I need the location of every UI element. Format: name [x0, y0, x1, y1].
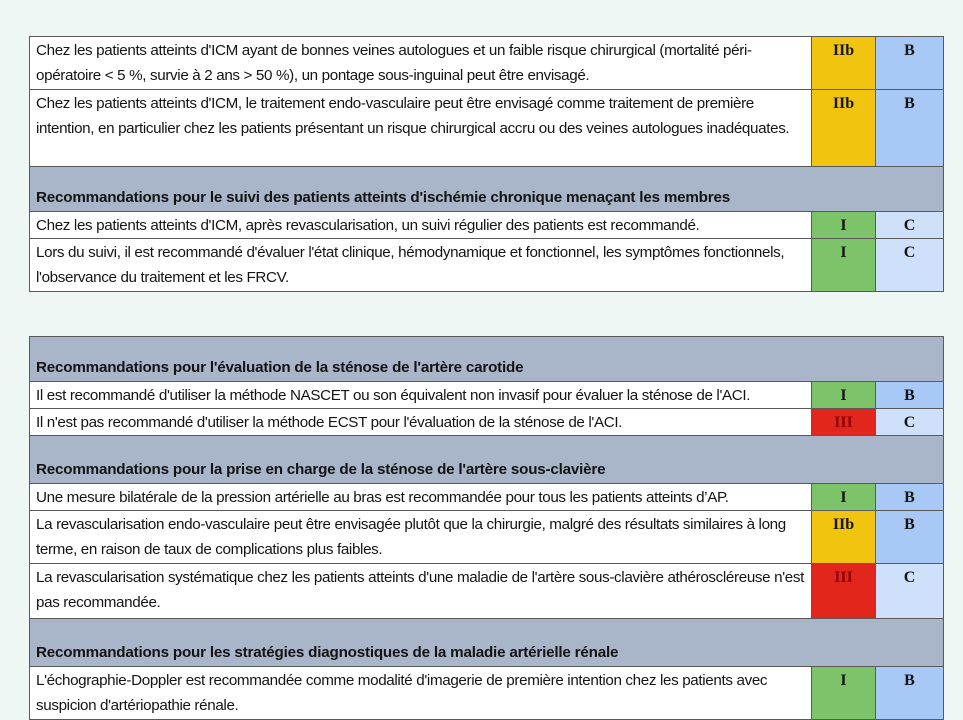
- recommendation-text: Chez les patients atteints d'ICM ayant de bonnes veines autologues et un faible risque chirurgical (mortalité péri-opératoire < 5 %, survie à 2 ans > 50 %), un pontage sous-inguinal peut être envisagé.: [30, 37, 812, 90]
- recommendation-class-badge: III: [812, 409, 876, 436]
- recommendation-row: [30, 564, 944, 619]
- recommendation-text: Lors du suivi, il est recommandé d'évaluer l'état clinique, hémodynamique et fonctionnel, les symptômes fonctionnels, l'observance du traitement et les FRCV.: [30, 239, 812, 292]
- section-title: Recommandations pour l'évaluation de la sténose de l'artère carotide: [30, 337, 944, 382]
- recommendation-class-badge: I: [812, 239, 876, 292]
- section-title: Recommandations pour les stratégies diagnostiques de la maladie artérielle rénale: [30, 619, 944, 667]
- recommendation-row: [30, 90, 944, 167]
- recommendation-text: Chez les patients atteints d'ICM, le traitement endo-vasculaire peut être envisagé comme traitement de première intention, en particulier chez les patients présentant un risque chirurgical accru ou des veines autologues inadéquates.: [30, 90, 812, 167]
- recommendation-row: [30, 409, 944, 436]
- recommendation-class-badge: I: [812, 382, 876, 409]
- section-title: Recommandations pour la prise en charge de la sténose de l'artère sous-clavière: [30, 436, 944, 484]
- evidence-level-badge: C: [876, 239, 944, 292]
- evidence-level-badge: B: [876, 667, 944, 720]
- recommendations-table-2: [29, 336, 944, 720]
- recommendation-class-badge: I: [812, 484, 876, 511]
- recommendations-table-1-body: [30, 37, 944, 292]
- recommendation-row: [30, 484, 944, 511]
- recommendation-row: [30, 37, 944, 90]
- recommendation-class-badge: IIb: [812, 37, 876, 90]
- recommendation-class-badge: I: [812, 667, 876, 720]
- recommendation-row: [30, 382, 944, 409]
- recommendation-row: [30, 212, 944, 239]
- evidence-level-badge: B: [876, 484, 944, 511]
- section-header-row: [30, 167, 944, 212]
- recommendation-class-badge: I: [812, 212, 876, 239]
- evidence-level-badge: B: [876, 382, 944, 409]
- recommendation-row: [30, 667, 944, 720]
- section-header-row: [30, 619, 944, 667]
- recommendation-text: Une mesure bilatérale de la pression artérielle au bras est recommandée pour tous les patients atteints d’AP.: [30, 484, 812, 511]
- recommendation-class-badge: IIb: [812, 511, 876, 564]
- recommendation-text: Il est recommandé d'utiliser la méthode NASCET ou son équivalent non invasif pour évaluer la sténose de l'ACI.: [30, 382, 812, 409]
- recommendations-table-1: [29, 36, 944, 292]
- recommendations-table-2-body: [30, 337, 944, 720]
- recommendation-text: Il n'est pas recommandé d'utiliser la méthode ECST pour l'évaluation de la sténose de l'ACI.: [30, 409, 812, 436]
- evidence-level-badge: B: [876, 90, 944, 167]
- recommendation-row: [30, 239, 944, 292]
- recommendation-text: Chez les patients atteints d'ICM, après revascularisation, un suivi régulier des patients est recommandé.: [30, 212, 812, 239]
- evidence-level-badge: B: [876, 511, 944, 564]
- section-title: Recommandations pour le suivi des patients atteints d'ischémie chronique menaçant les membres: [30, 167, 944, 212]
- evidence-level-badge: C: [876, 564, 944, 619]
- evidence-level-badge: C: [876, 212, 944, 239]
- recommendation-class-badge: III: [812, 564, 876, 619]
- evidence-level-badge: B: [876, 37, 944, 90]
- recommendation-text: La revascularisation endo-vasculaire peut être envisagée plutôt que la chirurgie, malgré des résultats similaires à long terme, en raison de taux de complications plus faibles.: [30, 511, 812, 564]
- recommendation-row: [30, 511, 944, 564]
- recommendation-text: La revascularisation systématique chez les patients atteints d'une maladie de l'artère sous-clavière athéroscléreuse n'est pas recommandée.: [30, 564, 812, 619]
- recommendation-text: L'échographie-Doppler est recommandée comme modalité d'imagerie de première intention chez les patients avec suspicion d'artériopathie rénale.: [30, 667, 812, 720]
- section-header-row: [30, 337, 944, 382]
- recommendation-class-badge: IIb: [812, 90, 876, 167]
- evidence-level-badge: C: [876, 409, 944, 436]
- section-header-row: [30, 436, 944, 484]
